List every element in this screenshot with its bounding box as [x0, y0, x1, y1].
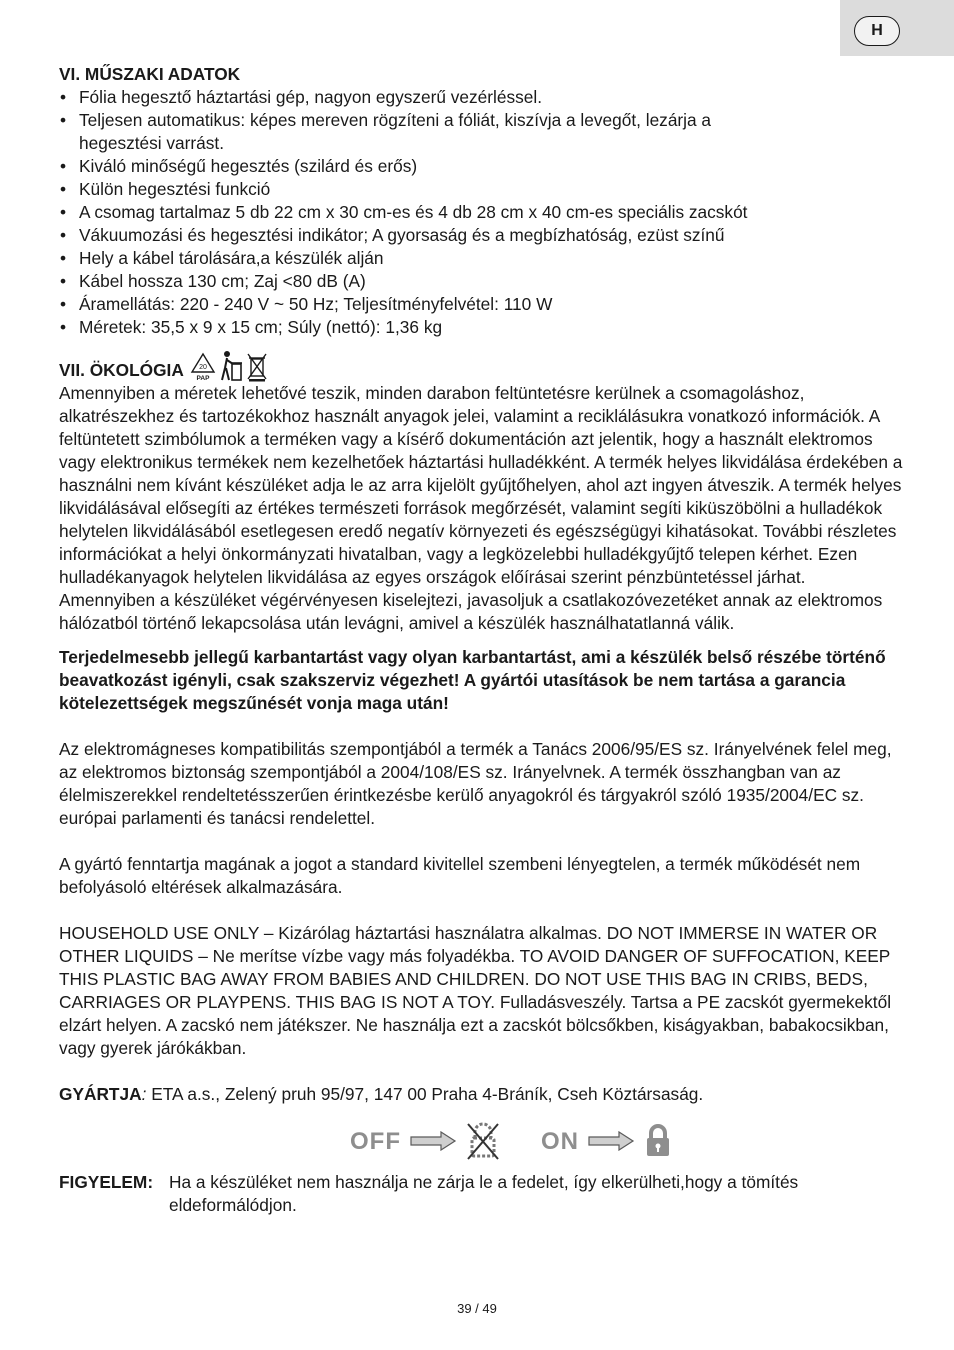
arrow-right-icon	[587, 1131, 635, 1151]
page-number: 39 / 49	[457, 1301, 497, 1316]
ecology-icons	[190, 350, 268, 382]
list-item: • Fólia hegesztő háztartási gép, nagyon egyszerű vezérléssel.	[59, 86, 904, 109]
language-tab	[840, 0, 954, 56]
language-badge: H	[854, 16, 900, 46]
on-label: ON	[541, 1127, 579, 1155]
lock-icon	[643, 1123, 673, 1159]
list-item: • Méretek: 35,5 x 9 x 15 cm; Súly (nettó): 1,36 kg	[59, 316, 904, 339]
list-item: • Áramellátás: 220 - 240 V ~ 50 Hz; Teljesítményfelvétel: 110 W	[59, 293, 904, 316]
list-item: • Teljesen automatikus: képes mereven rögzíteni a fóliát, kiszívja a levegőt, lezárja a hegesztési varrást.	[59, 109, 904, 155]
arrow-right-icon	[409, 1131, 457, 1151]
recycle-pap-icon	[190, 352, 216, 382]
list-item: • A csomag tartalmaz 5 db 22 cm x 30 cm-es és 4 db 28 cm x 40 cm-es speciális zacskót	[59, 201, 904, 224]
ecology-heading-row	[59, 348, 904, 382]
manufacturer-address: ETA a.s., Zelený pruh 95/97, 147 00 Praha 4-Bráník, Cseh Köztársaság.	[146, 1084, 704, 1104]
list-item: • Hely a kábel tárolására,a készülék alján	[59, 247, 904, 270]
section-vii-heading: VII. ÖKOLÓGIA	[59, 360, 184, 380]
ecology-paragraph: Amennyiben a méretek lehetővé teszik, minden darabon feltüntetésre kerülnek a csomagoláshoz, alkatrészekhez és tartozékokhoz használt anyagok jelei, valamint a reciklálásukra vonatkozó információk. A feltüntetett szimbólumok a terméken vagy a kísérő dokumentáción azt jelentik, hogy a használt elektromos vagy elektronikus termékek nem kezelhetőek háztartási hulladékként. A termék helyes likvidálása érdekében a használni nem kívánt készüléket adja le az arra kijelölt gyűjtőhelyen, ahol azt ingyen átveszik. A termék helyes likvidálásával elősegíti az értékes természeti források megőrzését, valamint segíti kiküszöbölni a hulladékok helytelen likvidálásából esetlegesen eredő negatív környezeti és egészségügyi kihatásokat. További részletes információkat a helyi önkormányzati hivatalban, vagy a legközelebbi hulladékgyűjtő telepen kérhet. Ezen hulladékanyagok helytelen likvidálása az egyes országok előírásai szerint pénzbüntetéssel járhat. Amennyiben a készüléket végérvényesen kiselejtezi, javasoljuk a csatlakozóvezetéket annak az elektromos hálózatból történő lekapcsolása után levágni, amivel a készülék használhatatlanná válik.	[59, 383, 903, 633]
page-content	[59, 63, 904, 1217]
lock-symbols	[119, 1119, 904, 1163]
list-item: • Vákuumozási és hegesztési indikátor; A gyorsaság és a megbízhatóság, ezüst színű	[59, 224, 904, 247]
emc-paragraph: Az elektromágneses kompatibilitás szempontjából a termék a Tanács 2006/95/ES sz. Irányelvének felel meg, az elektromos biztonság szempontjából a 2004/108/ES sz. Irányelvnek. A termék összhangban van az élelmiszerekkel rendeltetésszerűen érintkezésbe kerülő anyagokról és tárgyakról szóló 1935/2004/EC sz. európai parlamenti és tanácsi rendelettel.	[59, 739, 892, 828]
notice-text: Ha a készüléket nem használja ne zárja le a fedelet, így elkerülheti,hogy a tömítés eldeformálódjon.	[169, 1172, 799, 1215]
list-item: • Kiváló minőségű hegesztés (szilárd és erős)	[59, 155, 904, 178]
crossed-bin-icon	[246, 352, 268, 382]
crossed-lock-icon	[465, 1121, 501, 1161]
manufacturer-colon: :	[141, 1084, 147, 1104]
manufacturer-rights: A gyártó fenntartja magának a jogot a standard kivitellel szembeni lényegtelen, a termék működését nem befolyásoló eltérések alkalmazására.	[59, 854, 861, 897]
spec-list	[59, 86, 904, 339]
manufacturer-line	[59, 1083, 904, 1106]
manufacturer-label: GYÁRTJA	[59, 1084, 142, 1104]
off-label: OFF	[350, 1127, 401, 1155]
notice-label: FIGYELEM:	[59, 1172, 154, 1192]
section-vi-heading: VI. MŰSZAKI ADATOK	[59, 64, 241, 84]
list-item: • Kábel hossza 130 cm; Zaj <80 dB (A)	[59, 270, 904, 293]
notice	[59, 1171, 904, 1217]
tidyman-icon	[218, 350, 244, 382]
recycle-code: 20	[198, 364, 207, 371]
recycle-label: PAP	[196, 375, 210, 382]
maintenance-warning: Terjedelmesebb jellegű karbantartást vagy olyan karbantartást, ami a készülék belső részébe történő beavatkozást igényli, csak szakszerviz végezhet! A gyártói utasítások be nem tartása a garancia kötelezettségek megszűnését vonja maga után!	[59, 647, 886, 713]
household-warning: HOUSEHOLD USE ONLY – Kizárólag háztartási használatra alkalmas. DO NOT IMMERSE IN WATER OR OTHER LIQUIDS – Ne merítse vízbe vagy más folyadékba. TO AVOID DANGER OF SUFFOCATION, KEEP THIS PLASTIC BAG AWAY FROM BABIES AND CHILDREN. DO NOT USE THIS BAG IN CRIBS, BEDS, CARRIAGES OR PLAYPENS. THIS BAG IS NOT A TOY. Fulladásveszély. Tartsa a PE zacskót gyermekektől elzárt helyen. A zacskó nem játékszer. Ne használja ezt a zacskót bölcsőkben, kiságyakban, babakocsikban, vagy gyerek járókákban.	[59, 923, 892, 1058]
list-item: • Külön hegesztési funkció	[59, 178, 904, 201]
